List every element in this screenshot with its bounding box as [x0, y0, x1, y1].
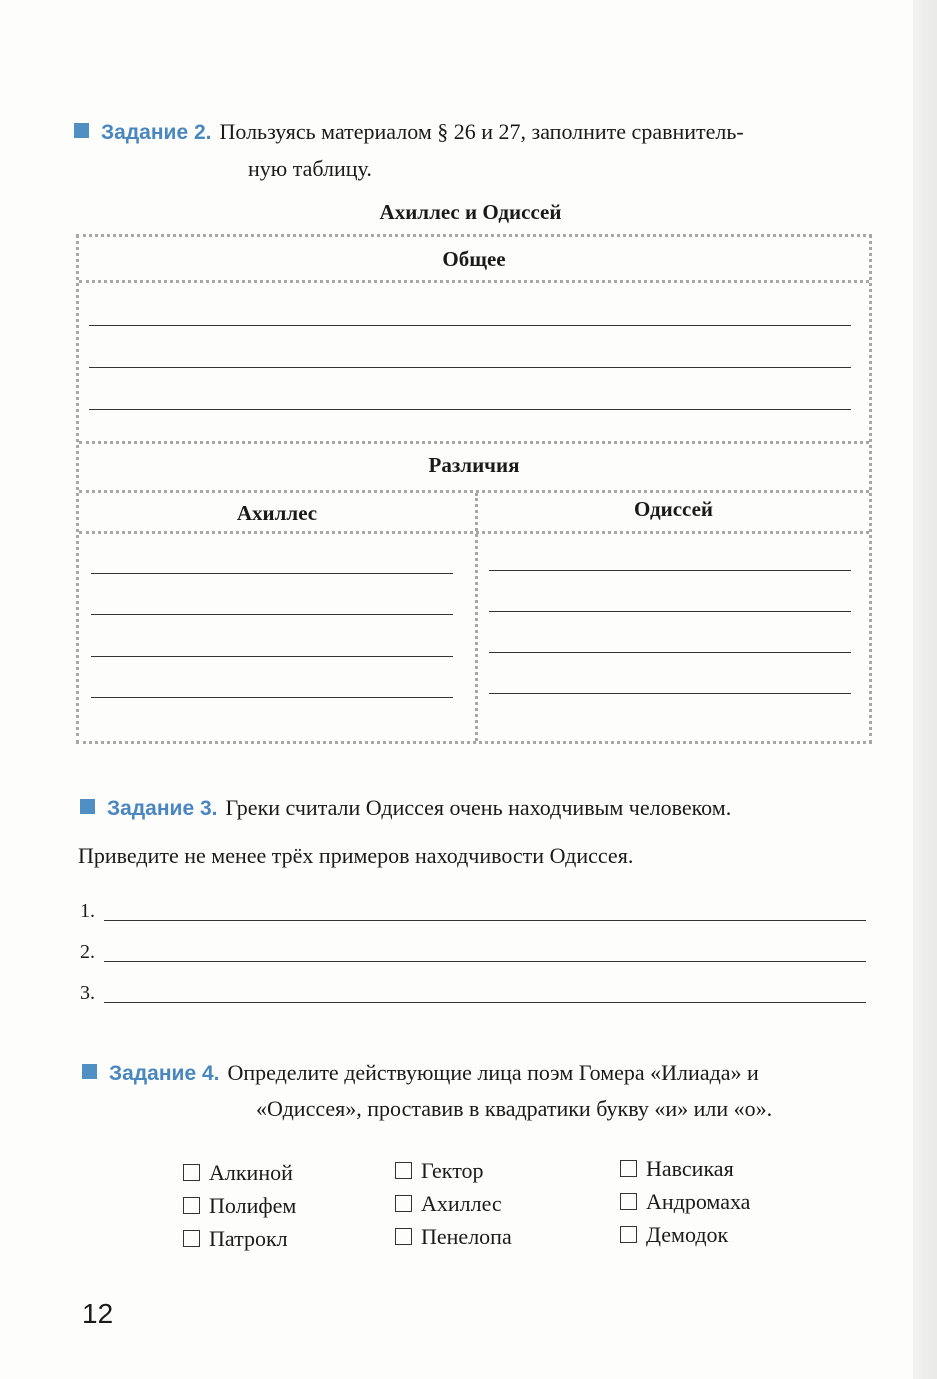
option-andromaha[interactable]: Андромаха — [620, 1187, 750, 1217]
option-gektor[interactable]: Гектор — [395, 1156, 484, 1186]
option-patrokl[interactable]: Патрокл — [183, 1224, 288, 1254]
checkbox-icon[interactable] — [395, 1195, 412, 1212]
task4-text: Определите действующие лица поэм Гомера «Илиада» и — [227, 1060, 759, 1085]
write-line[interactable] — [89, 409, 851, 410]
table-divider — [79, 441, 869, 444]
write-line-odysseus[interactable] — [489, 652, 851, 653]
option-polifem[interactable]: Полифем — [183, 1191, 296, 1221]
table-divider — [79, 490, 869, 493]
task2-text-cont: ную таблицу. — [248, 156, 372, 181]
answer-row-1 — [80, 900, 95, 923]
checkbox-icon[interactable] — [183, 1230, 200, 1247]
task2-text: Пользуясь материалом § 26 и 27, заполните сравнитель- — [219, 119, 744, 144]
answer-line[interactable] — [104, 1002, 866, 1003]
checkbox-icon[interactable] — [620, 1193, 637, 1210]
write-line-odysseus[interactable] — [489, 693, 851, 694]
task2-heading — [74, 114, 744, 151]
task3-text: Греки считали Одиссея очень находчивым человеком. — [225, 795, 732, 820]
table-divider — [79, 280, 869, 283]
task3-heading — [80, 790, 731, 827]
checkbox-icon[interactable] — [183, 1197, 200, 1214]
checkbox-icon[interactable] — [395, 1228, 412, 1245]
checkbox-icon[interactable] — [620, 1226, 637, 1243]
task3-instruction: Приведите не менее трёх примеров находчивости Одиссея. — [78, 843, 634, 868]
comparison-table — [76, 234, 872, 744]
task4-heading — [82, 1055, 759, 1092]
answer-line[interactable] — [104, 961, 866, 962]
task4-text-cont: «Одиссея», проставив в квадратики букву «и» или «о». — [256, 1096, 773, 1121]
option-demodok[interactable]: Демодок — [620, 1220, 728, 1250]
achilles-header: Ахиллес — [236, 501, 318, 525]
answer-row-3 — [80, 982, 95, 1005]
write-line-achilles[interactable] — [91, 573, 453, 574]
option-ahilles[interactable]: Ахиллес — [395, 1189, 502, 1219]
option-alkinoy[interactable]: Алкиной — [183, 1158, 293, 1188]
task4-label: Задание 4. — [109, 1062, 220, 1085]
option-navsikaya[interactable]: Навсикая — [620, 1154, 734, 1184]
checkbox-icon[interactable] — [395, 1162, 412, 1179]
answer-number: 2. — [80, 941, 95, 963]
write-line-achilles[interactable] — [91, 614, 453, 615]
write-line-achilles[interactable] — [91, 697, 453, 698]
bullet-square-icon — [74, 123, 89, 138]
table-title: Ахиллес и Одиссей — [379, 200, 562, 224]
bullet-square-icon — [82, 1064, 97, 1079]
write-line-achilles[interactable] — [91, 656, 453, 657]
option-penelopa[interactable]: Пенелопа — [395, 1222, 512, 1252]
page-number: 12 — [82, 1298, 114, 1329]
write-line-odysseus[interactable] — [489, 611, 851, 612]
odysseus-header: Одиссей — [633, 497, 714, 521]
checkbox-icon[interactable] — [183, 1164, 200, 1181]
write-line[interactable] — [89, 367, 851, 368]
answer-number: 3. — [80, 982, 95, 1004]
write-line-odysseus[interactable] — [489, 570, 851, 571]
bullet-square-icon — [80, 799, 95, 814]
write-line[interactable] — [89, 325, 851, 326]
differences-header: Различия — [428, 453, 520, 477]
table-divider — [79, 531, 869, 534]
answer-number: 1. — [80, 900, 95, 922]
task2-label: Задание 2. — [101, 121, 212, 144]
checkbox-icon[interactable] — [620, 1160, 637, 1177]
answer-line[interactable] — [104, 920, 866, 921]
answer-row-2 — [80, 941, 95, 964]
task3-label: Задание 3. — [107, 797, 218, 820]
common-header: Общее — [442, 247, 506, 271]
